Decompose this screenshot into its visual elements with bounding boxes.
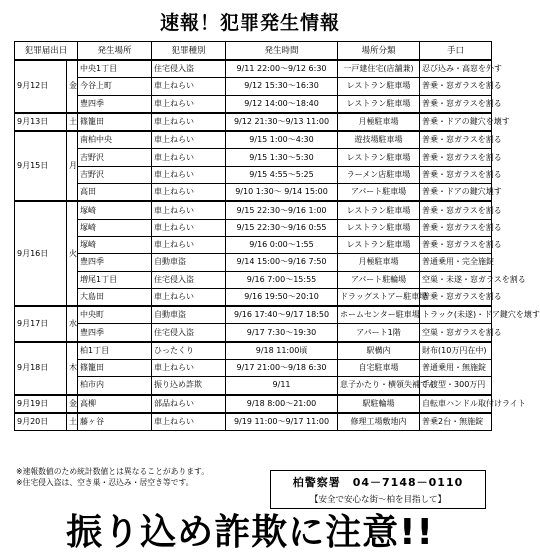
footnotes xyxy=(16,466,209,488)
incident-time: 9/19 11:00～9/17 11:00 xyxy=(226,413,338,431)
crime-type: 車上ねらい xyxy=(152,113,226,131)
column-header: 犯罪種別 xyxy=(152,42,226,61)
crime-method: 財布(10万円在中) xyxy=(420,342,492,360)
place-category: レストラン駐車場 xyxy=(338,236,420,253)
crime-method: 普乗・窓ガラスを割る xyxy=(420,166,492,183)
crime-type: 車上ねらい xyxy=(152,78,226,95)
report-weekday: 月 xyxy=(67,131,78,201)
incident-place: 塚崎 xyxy=(78,201,152,219)
incident-place: 吉野沢 xyxy=(78,149,152,166)
incident-time: 9/12 14:00～18:40 xyxy=(226,95,338,113)
crime-type: 車上ねらい xyxy=(152,201,226,219)
crime-method: 普乗・窓ガラスを割る xyxy=(420,149,492,166)
police-slogan: 【安全で安心な街～柏を目指して】 xyxy=(309,495,446,505)
report-weekday: 木 xyxy=(67,342,78,395)
table-row xyxy=(15,95,492,113)
crime-type: 部品ねらい xyxy=(152,395,226,413)
report-date: 9月15日 xyxy=(15,131,67,201)
police-station-phone: 柏警察署 04－7148－0110 xyxy=(292,476,464,489)
incident-time: 9/17 7:30～19:30 xyxy=(226,324,338,342)
incident-time: 9/18 11:00頃 xyxy=(226,342,338,360)
incident-time: 9/12 21:30～9/13 11:00 xyxy=(226,113,338,131)
crime-method: 空巣・窓ガラスを割る xyxy=(420,324,492,342)
incident-place: 篠籠田 xyxy=(78,360,152,377)
table-row xyxy=(15,166,492,183)
table-row xyxy=(15,113,492,131)
crime-method: 普乗・窓ガラスを割る xyxy=(420,201,492,219)
incident-time: 9/16 7:00～15:55 xyxy=(226,271,338,288)
incident-place: 豊四季 xyxy=(78,254,152,271)
crime-type: 振り込め詐欺 xyxy=(152,377,226,395)
table-row xyxy=(15,184,492,202)
place-category: 息子かたり・横領失補てん xyxy=(338,377,420,395)
report-date: 9月16日 xyxy=(15,201,67,306)
crime-type: ひったくり xyxy=(152,342,226,360)
table-row xyxy=(15,377,492,395)
incident-time: 9/10 1:30～ 9/14 15:00 xyxy=(226,184,338,202)
incident-place: 中央1丁目 xyxy=(78,60,152,78)
incident-time: 9/16 0:00～1:55 xyxy=(226,236,338,253)
table-row xyxy=(15,271,492,288)
crime-method: 普乗・窓ガラスを割る xyxy=(420,219,492,236)
crime-method: 普乗・窓ガラスを割る xyxy=(420,288,492,306)
crime-report-table xyxy=(14,41,540,431)
report-date: 9月12日 xyxy=(15,60,67,113)
crime-type: 車上ねらい xyxy=(152,236,226,253)
crime-method: 普乗2台・無施錠 xyxy=(420,413,492,431)
crime-type: 車上ねらい xyxy=(152,219,226,236)
table-row xyxy=(15,78,492,95)
crime-type: 自動車盗 xyxy=(152,306,226,324)
incident-time: 9/14 15:00～9/16 7:50 xyxy=(226,254,338,271)
report-date: 9月18日 xyxy=(15,342,67,395)
crime-type: 車上ねらい xyxy=(152,360,226,377)
place-category: 月極駐車場 xyxy=(338,113,420,131)
table-row xyxy=(15,324,492,342)
incident-time: 9/16 19:50～20:10 xyxy=(226,288,338,306)
table-row xyxy=(15,60,492,78)
report-weekday: 土 xyxy=(67,113,78,131)
place-category: アパート1階 xyxy=(338,324,420,342)
table-row xyxy=(15,201,492,219)
crime-type: 車上ねらい xyxy=(152,184,226,202)
table-row xyxy=(15,413,492,431)
incident-place: 豊四季 xyxy=(78,324,152,342)
page-title: 速報！犯罪発生情報 xyxy=(159,12,340,34)
crime-type: 自動車盗 xyxy=(152,254,226,271)
crime-method: トラック(未遂)・ドア鍵穴を壊す xyxy=(420,306,492,324)
incident-place: 藤ヶ谷 xyxy=(78,413,152,431)
table-header-row xyxy=(15,42,492,61)
column-header: 犯罪届出日 xyxy=(15,42,78,61)
table-body xyxy=(15,60,540,431)
crime-method: 普乗・ドアの鍵穴壊す xyxy=(420,184,492,202)
table-row xyxy=(15,395,492,413)
table-row xyxy=(15,306,492,324)
place-category: レストラン駐車場 xyxy=(338,149,420,166)
crime-type: 車上ねらい xyxy=(152,95,226,113)
footnote: ※速報数値のため統計数値とは異なることがあります。 xyxy=(16,467,210,476)
report-date: 9月17日 xyxy=(15,306,67,342)
table-row xyxy=(15,360,492,377)
incident-time: 9/16 17:40～9/17 18:50 xyxy=(226,306,338,324)
police-contact-box xyxy=(270,470,486,509)
table-row xyxy=(15,131,492,149)
incident-time: 9/15 22:30～9/16 1:00 xyxy=(226,201,338,219)
crime-method: 普乗・ドアの鍵穴を壊す xyxy=(420,113,492,131)
place-category: アパート駐輪場 xyxy=(338,271,420,288)
report-weekday: 金 xyxy=(67,60,78,113)
incident-place: 増尾1丁目 xyxy=(78,271,152,288)
incident-place: 柏1丁目 xyxy=(78,342,152,360)
place-category: 月極駐車場 xyxy=(338,254,420,271)
place-category: レストラン駐車場 xyxy=(338,201,420,219)
incident-time: 9/17 21:00～9/18 6:30 xyxy=(226,360,338,377)
column-header: 場所分類 xyxy=(338,42,420,61)
incident-time: 9/18 8:00～21:00 xyxy=(226,395,338,413)
report-weekday: 火 xyxy=(67,201,78,306)
incident-time: 9/15 1:30～5:30 xyxy=(226,149,338,166)
crime-type: 車上ねらい xyxy=(152,166,226,183)
crime-type: 住宅侵入盗 xyxy=(152,60,226,78)
table-row xyxy=(15,236,492,253)
place-category: 一戸建住宅(店舗兼) xyxy=(338,60,420,78)
place-category: レストラン駐車場 xyxy=(338,219,420,236)
incident-place: 高田 xyxy=(78,184,152,202)
place-category: 駅構内 xyxy=(338,342,420,360)
fraud-warning-banner: 振り込め詐欺に注意!! xyxy=(66,512,434,553)
incident-time: 9/15 22:30～9/16 0:55 xyxy=(226,219,338,236)
report-date: 9月19日 xyxy=(15,395,67,413)
table-row xyxy=(15,149,492,166)
table-row xyxy=(15,342,492,360)
place-category: 駅駐輪場 xyxy=(338,395,420,413)
table-row xyxy=(15,254,492,271)
place-category: ラーメン店駐車場 xyxy=(338,166,420,183)
column-header: 発生時間 xyxy=(226,42,338,61)
incident-place: 柏市内 xyxy=(78,377,152,395)
incident-time: 9/11 22:00～9/12 6:30 xyxy=(226,60,338,78)
incident-place: 南柏中央 xyxy=(78,131,152,149)
incident-time: 9/12 15:30～16:30 xyxy=(226,78,338,95)
table-row xyxy=(15,219,492,236)
crime-method: 自転車ハンドル取付けライト xyxy=(420,395,492,413)
place-category: 遊技場駐車場 xyxy=(338,131,420,149)
place-category: ホームセンター駐車場 xyxy=(338,306,420,324)
crime-type: 車上ねらい xyxy=(152,288,226,306)
place-category: 自宅駐車場 xyxy=(338,360,420,377)
crime-method: 普通乗用・完全施錠 xyxy=(420,254,492,271)
crime-method: 普乗・窓ガラスを割る xyxy=(420,236,492,253)
report-weekday: 金 xyxy=(67,395,78,413)
crime-type: 車上ねらい xyxy=(152,149,226,166)
column-header: 発生場所 xyxy=(78,42,152,61)
incident-time: 9/15 4:55～5:25 xyxy=(226,166,338,183)
crime-method: 空巣・未遂・窓ガラスを割る xyxy=(420,271,492,288)
place-category: 修理工場敷地内 xyxy=(338,413,420,431)
incident-time: 9/15 1:00～4:30 xyxy=(226,131,338,149)
crime-type: 住宅侵入盗 xyxy=(152,271,226,288)
report-weekday: 水 xyxy=(67,306,78,342)
report-date: 9月13日 xyxy=(15,113,67,131)
crime-method: 普乗・窓ガラスを割る xyxy=(420,78,492,95)
crime-method: 忍び込み・高窓を外す xyxy=(420,60,492,78)
incident-place: 篠籠田 xyxy=(78,113,152,131)
crime-method: 手渡型・300万円 xyxy=(420,377,492,395)
crime-type: 車上ねらい xyxy=(152,131,226,149)
crime-method: 普乗・窓ガラスを割る xyxy=(420,95,492,113)
footnote: ※住宅侵入盗は、空き巣・忍込み・居空き等です。 xyxy=(16,478,194,487)
place-category: ドラッグストアー駐車場 xyxy=(338,288,420,306)
incident-place: 塚崎 xyxy=(78,236,152,253)
crime-method: 普通乗用・無施錠 xyxy=(420,360,492,377)
column-header: 手口 xyxy=(420,42,492,61)
incident-place: 塚崎 xyxy=(78,219,152,236)
incident-place: 吉野沢 xyxy=(78,166,152,183)
crime-type: 車上ねらい xyxy=(152,413,226,431)
crime-type: 住宅侵入盗 xyxy=(152,324,226,342)
incident-time: 9/11 xyxy=(226,377,338,395)
place-category: レストラン駐車場 xyxy=(338,78,420,95)
incident-place: 豊四季 xyxy=(78,95,152,113)
incident-place: 高柳 xyxy=(78,395,152,413)
report-weekday: 土 xyxy=(67,413,78,431)
place-category: レストラン駐車場 xyxy=(338,95,420,113)
table-row xyxy=(15,288,492,306)
crime-method: 普乗・窓ガラスを割る xyxy=(420,131,492,149)
report-date: 9月20日 xyxy=(15,413,67,431)
incident-place: 今谷上町 xyxy=(78,78,152,95)
incident-place: 大島田 xyxy=(78,288,152,306)
incident-place: 中央町 xyxy=(78,306,152,324)
place-category: アパート駐車場 xyxy=(338,184,420,202)
